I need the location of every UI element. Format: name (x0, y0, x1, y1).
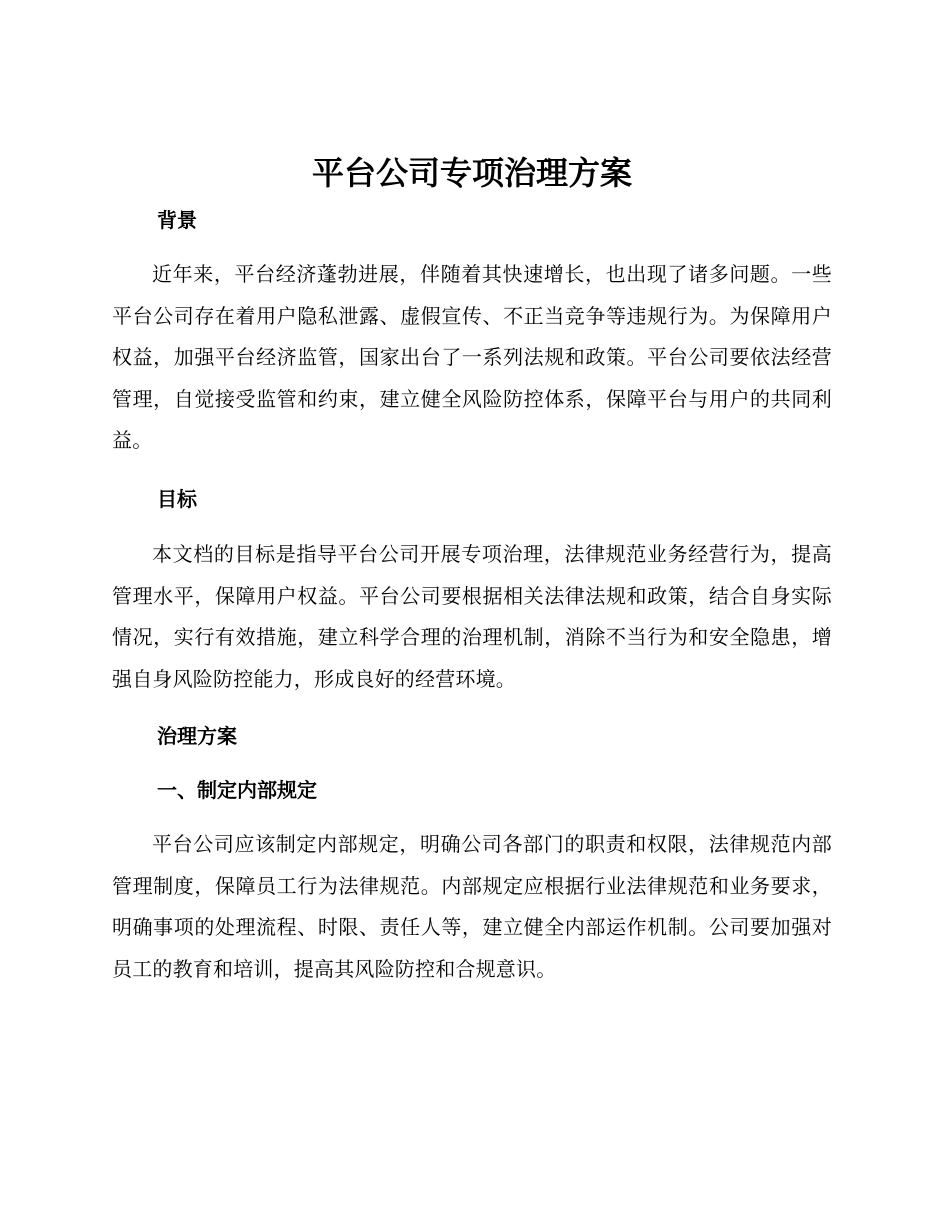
section-heading-goal: 目标 (157, 487, 197, 511)
section-paragraph-background: 近年来，平台经济蓬勃进展，伴随着其快速增长，也出现了诸多问题。一些平台公司存在着用户隐私泄露、虚假宣传、不正当竞争等违规行为。为保障用户权益，加强平台经济监管，国家出台了一系列法规和政策。平台公司要依法经营管理，自觉接受监管和约束，建立健全风险防控体系，保障平台与用户的共同利益。 (112, 262, 832, 452)
document-title: 平台公司专项治理方案 (311, 154, 632, 192)
section-heading-governance-plan: 治理方案 (157, 724, 237, 748)
section-heading-background: 背景 (157, 208, 197, 232)
section-heading-internal-rules: 一、制定内部规定 (157, 778, 317, 802)
section-paragraph-goal: 本文档的目标是指导平台公司开展专项治理，法律规范业务经营行为，提高管理水平，保障用户权益。平台公司要根据相关法律法规和政策，结合自身实际情况，实行有效措施，建立科学合理的治理机制，消除不当行为和安全隐患，增强自身风险防控能力，形成良好的经营环境。 (112, 542, 832, 691)
section-paragraph-internal-rules: 平台公司应该制定内部规定，明确公司各部门的职责和权限，法律规范内部管理制度，保障员工行为法律规范。内部规定应根据行业法律规范和业务要求，明确事项的处理流程、时限、责任人等，建立健全内部运作机制。公司要加强对员工的教育和培训，提高其风险防控和合规意识。 (112, 832, 832, 981)
